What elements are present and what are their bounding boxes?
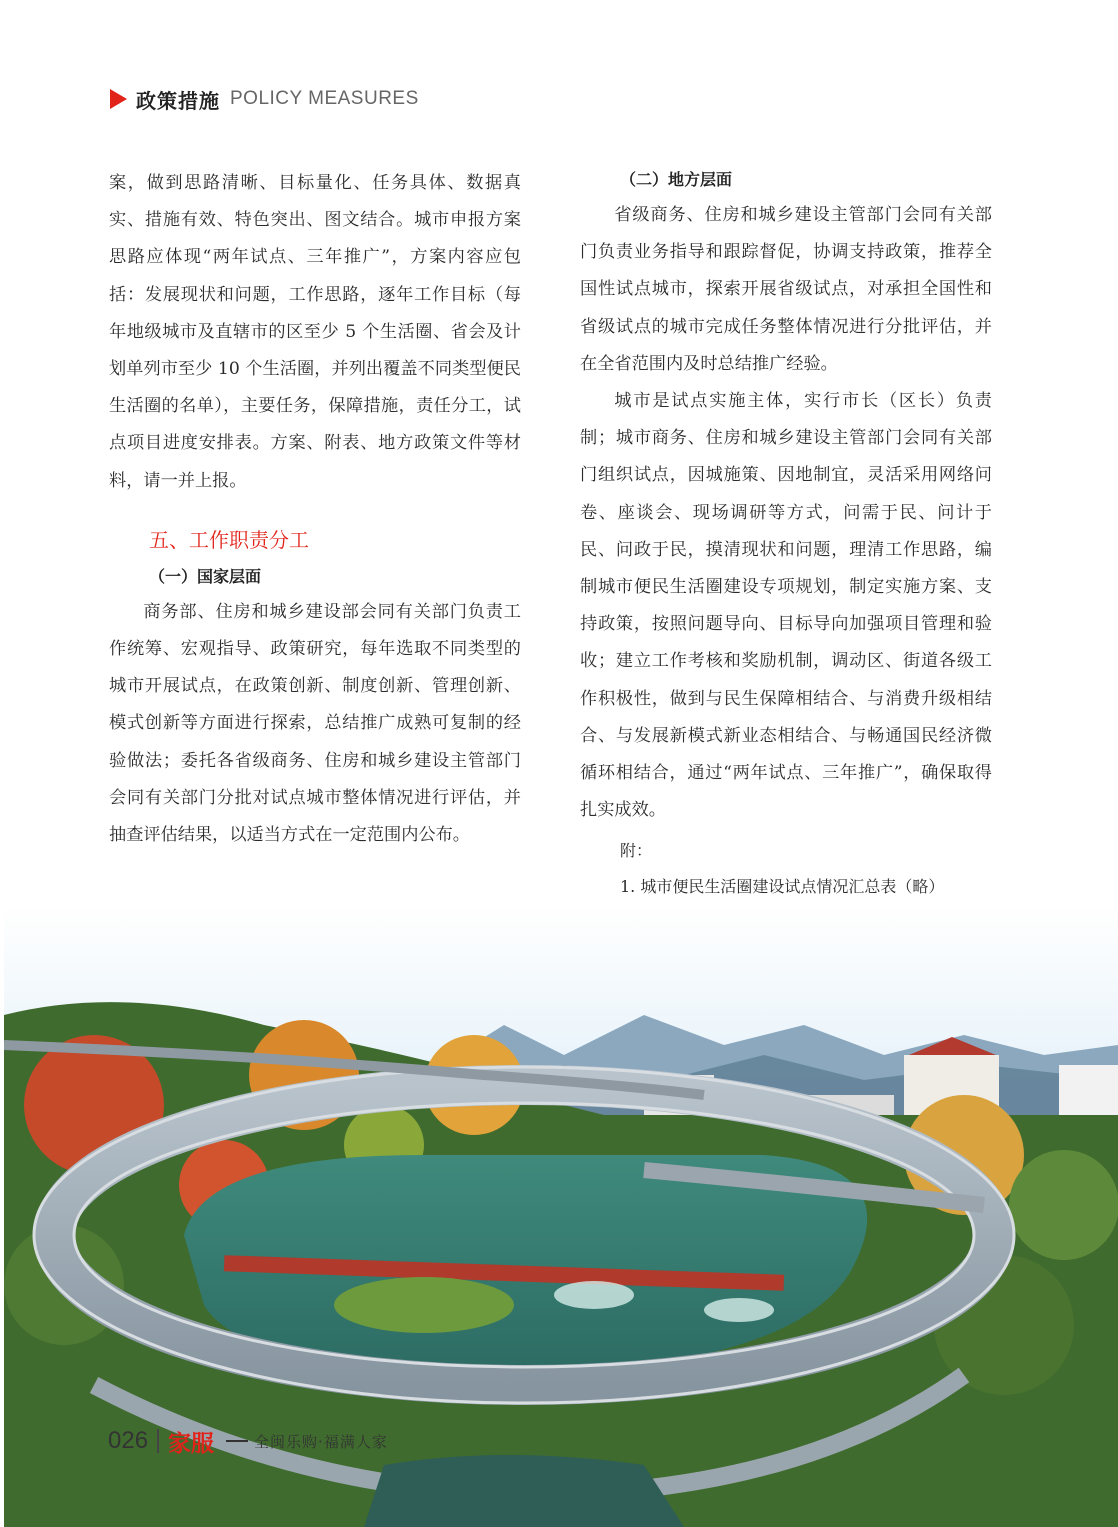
page-footer xyxy=(108,1424,388,1458)
magazine-brand: 家服 xyxy=(168,1430,215,1457)
footer-divider xyxy=(157,1429,159,1453)
footer-dash xyxy=(226,1440,248,1442)
header-title-en: POLICY MEASURES xyxy=(230,88,419,109)
right-paragraph-2: 城市是试点实施主体，实行市长（区长）负责制；城市商务、住房和城乡建设主管部门会同有关部门组织试点，因城施策、因地制宜，灵活采用网络问卷、座谈会、现场调研等方式，问需于民、问计于民、问政于民，摸清现状和问题，理清工作思路，编制城市便民生活圈建设专项规划，制定实施方案、支持政策，按照问题导向、目标导向加强项目管理和验收；建立工作考核和奖励机制，调动区、街道各级工作积极性，做到与民生保障相结合、与消费升级相结合、与发展新模式新业态相结合、与畅通国民经济微循环相结合，通过“两年试点、三年推广”，确保取得扎实成效。 xyxy=(580,391,992,821)
page-header xyxy=(110,84,419,114)
magazine-slogan: 全闽乐购·福满人家 xyxy=(254,1432,388,1451)
header-title-cn: 政策措施 xyxy=(136,88,220,113)
triangle-marker-icon xyxy=(110,89,127,109)
left-paragraph-2: 商务部、住房和城乡建设部会同有关部门负责工作统筹、宏观指导、政策研究，每年选取不同类型的城市开展试点，在政策创新、制度创新、管理创新、模式创新等方面进行探索，总结推广成熟可复制的经验做法；委托各省级商务、住房和城乡建设主管部门会同有关部门分批对试点城市整体情况进行评估，并抽查评估结果，以适当方式在一定范围内公布。 xyxy=(109,601,521,846)
right-column xyxy=(580,165,992,941)
subsection-title-local: （二）地方层面 xyxy=(620,170,733,189)
section-title: 五、工作职责分工 xyxy=(149,527,309,552)
subsection-title-national: （一）国家层面 xyxy=(149,566,262,586)
right-paragraph-1: 省级商务、住房和城乡建设主管部门会同有关部门负责业务指导和跟踪督促，协调支持政策，推荐全国性试点城市，探索开展省级试点，对承担全国性和省级试点的城市完成任务整体情况进行分批评估，并在全省范围内及时总结推广经验。 xyxy=(580,205,992,374)
left-column xyxy=(109,165,521,854)
attachment-heading: 附： xyxy=(620,841,653,861)
attachment-item-1: 1. 城市便民生活圈建设试点情况汇总表（略） xyxy=(620,877,945,897)
left-paragraph-1: 案，做到思路清晰、目标量化、任务具体、数据真实、措施有效、特色突出、图文结合。城市申报方案思路应体现“两年试点、三年推广”，方案内容应包括：发展现状和问题，工作思路，逐年工作目标（每年地级城市及直辖市的区至少 5 个生活圈、省会及计划单列市至少 10 个生活圈，并列出覆盖不同类型便民生活圈的名单），主要任务，保障措施，责任分工，试点项目进度安排表。方案、附表、地方政策文件等材料，请一并上报。 xyxy=(109,173,521,491)
page-number: 026 xyxy=(108,1427,149,1454)
